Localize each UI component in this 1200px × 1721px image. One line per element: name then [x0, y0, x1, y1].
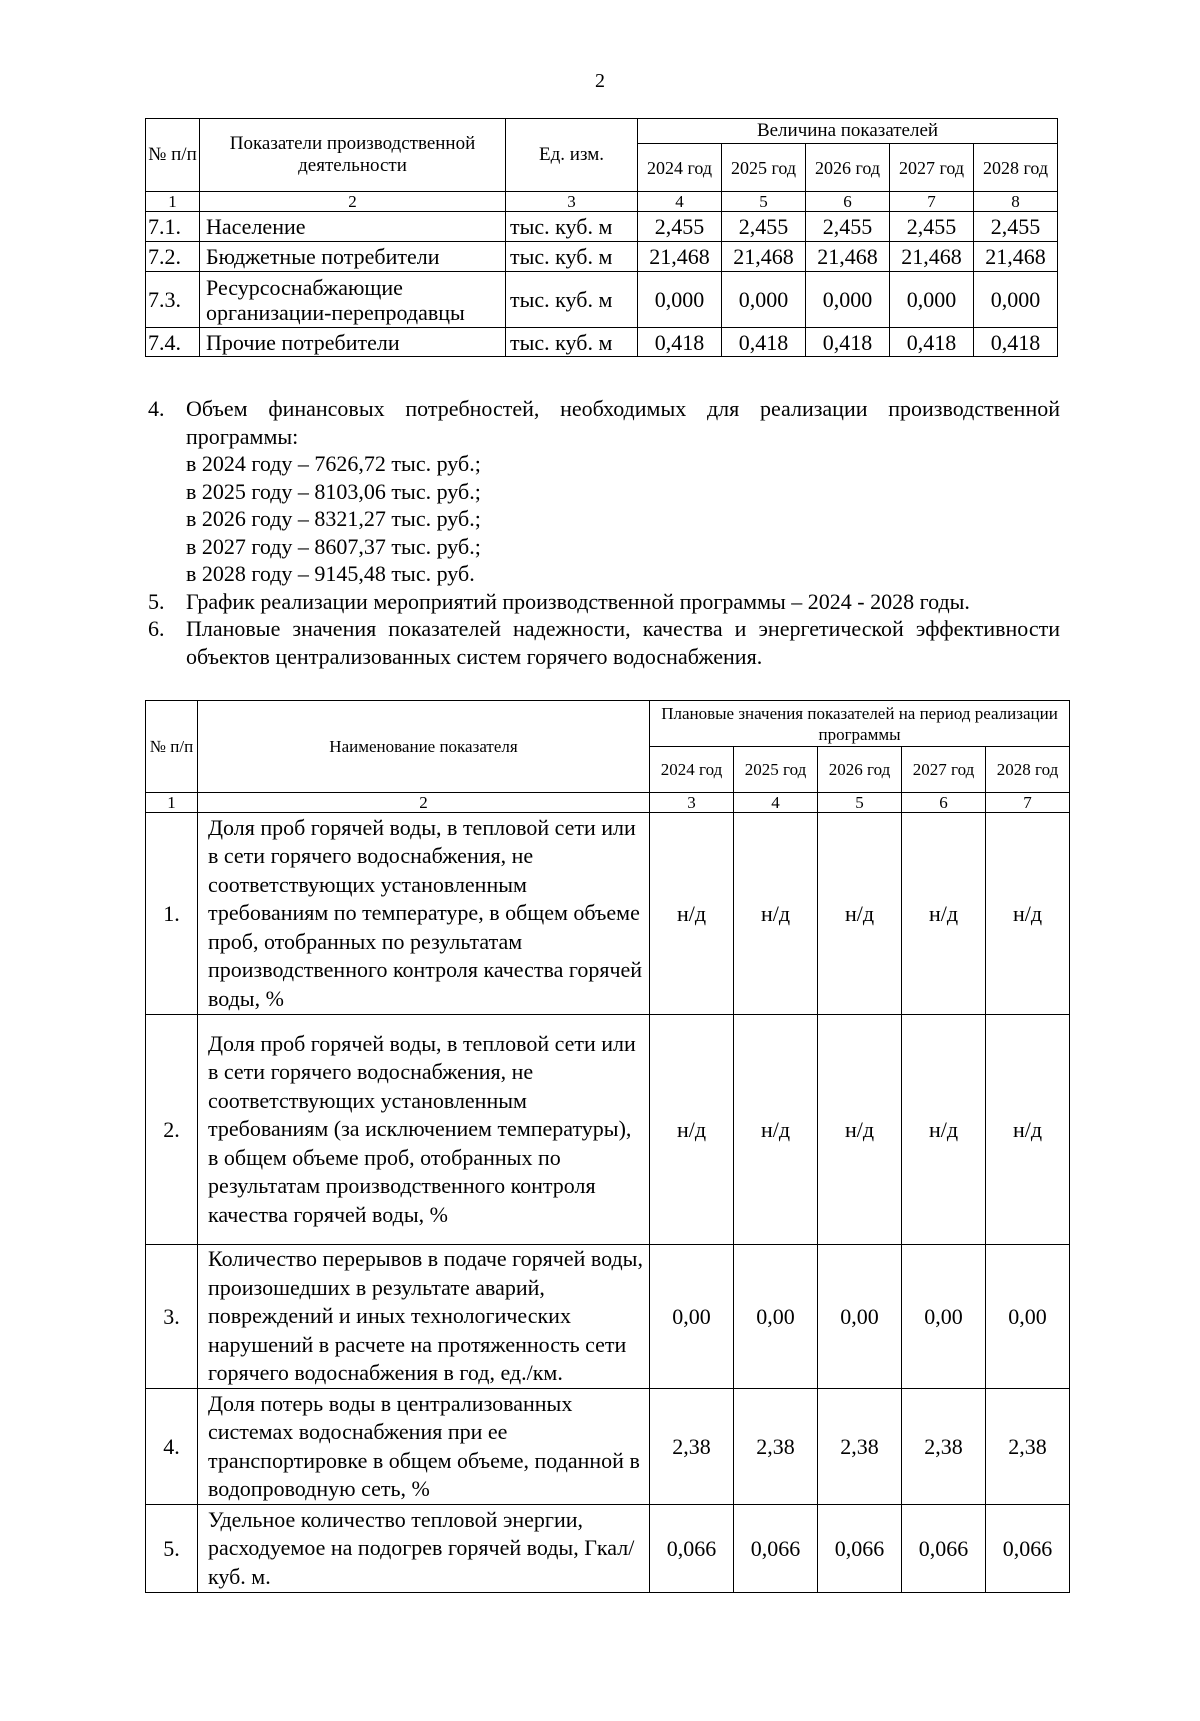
- row-name: Доля потерь воды в централизованных системах водоснабжения при ее транспортировке в общем объеме, поданной в водопроводную сеть, %: [198, 1389, 650, 1505]
- table-row: [146, 272, 1058, 328]
- row-value: 2,38: [902, 1389, 986, 1505]
- row-num: 7.2.: [146, 242, 200, 272]
- column-number: 1: [146, 192, 200, 212]
- header-year: 2027 год: [902, 747, 986, 793]
- row-value: 2,455: [638, 212, 722, 242]
- row-value: 0,066: [986, 1505, 1070, 1593]
- list-item-text: График реализации мероприятий производственной программы – 2024 - 2028 годы.: [186, 588, 970, 614]
- header-num: № п/п: [146, 701, 198, 793]
- list-item-5: [148, 588, 1060, 616]
- column-number: 5: [818, 793, 902, 813]
- header-values-group: Плановые значения показателей на период реализации программы: [650, 701, 1070, 747]
- row-value: 2,38: [986, 1389, 1070, 1505]
- list-item-6: [148, 615, 1060, 670]
- header-name: Наименование показателя: [198, 701, 650, 793]
- column-number: 6: [806, 192, 890, 212]
- finance-line-2028: в 2028 году – 9145,48 тыс. руб.: [186, 561, 475, 586]
- finance-line-2026: в 2026 году – 8321,27 тыс. руб.;: [186, 506, 481, 531]
- program-list: [148, 395, 1060, 670]
- column-number: 6: [902, 793, 986, 813]
- row-value: 2,455: [722, 212, 806, 242]
- row-num: 7.4.: [146, 328, 200, 357]
- row-value: 21,468: [974, 242, 1058, 272]
- table-row: [146, 1015, 1070, 1245]
- table-row: [146, 1389, 1070, 1505]
- header-year: 2026 год: [818, 747, 902, 793]
- row-value: 0,000: [974, 272, 1058, 328]
- column-number: 2: [198, 793, 650, 813]
- row-num: 2.: [146, 1015, 198, 1245]
- column-number: 7: [890, 192, 974, 212]
- row-name: Доля проб горячей воды, в тепловой сети или в сети горячего водоснабжения, не соответствующих установленным требованиям по температуре, в общем объеме проб, отобранных по результатам производственного контроля качества горячей воды, %: [198, 813, 650, 1015]
- row-value: 0,418: [722, 328, 806, 357]
- header-indicator: Показатели производственной деятельности: [200, 119, 506, 192]
- row-value: 0,00: [986, 1245, 1070, 1389]
- row-value: 0,00: [902, 1245, 986, 1389]
- row-value: 21,468: [722, 242, 806, 272]
- column-number: 2: [200, 192, 506, 212]
- production-indicators-table: [145, 118, 1058, 357]
- table-row: [146, 328, 1058, 357]
- row-unit: тыс. куб. м: [506, 328, 638, 357]
- column-number: 7: [986, 793, 1070, 813]
- list-marker: 4.: [148, 396, 165, 421]
- row-num: 3.: [146, 1245, 198, 1389]
- row-unit: тыс. куб. м: [506, 212, 638, 242]
- row-value: 0,000: [890, 272, 974, 328]
- column-number: 4: [734, 793, 818, 813]
- row-name: Удельное количество тепловой энергии, расходуемое на подогрев горячей воды, Гкал/куб. м.: [198, 1505, 650, 1593]
- reliability-indicators-table: [145, 700, 1070, 1593]
- row-value: н/д: [818, 1015, 902, 1245]
- row-name: Прочие потребители: [200, 328, 506, 357]
- finance-line-2027: в 2027 году – 8607,37 тыс. руб.;: [186, 533, 481, 559]
- row-name: Ресурсоснабжающие организации-перепродавцы: [200, 272, 506, 328]
- row-value: 2,455: [974, 212, 1058, 242]
- row-unit: тыс. куб. м: [506, 242, 638, 272]
- table-row: [146, 212, 1058, 242]
- column-number: 4: [638, 192, 722, 212]
- finance-line-2024: в 2024 году – 7626,72 тыс. руб.;: [186, 451, 481, 476]
- header-year: 2028 год: [986, 747, 1070, 793]
- header-year: 2024 год: [650, 747, 734, 793]
- page-number: 2: [595, 70, 605, 92]
- header-year: 2028 год: [974, 144, 1058, 192]
- row-num: 7.3.: [146, 272, 200, 328]
- row-num: 5.: [146, 1505, 198, 1593]
- row-num: 7.1.: [146, 212, 200, 242]
- list-marker: 5.: [148, 588, 165, 614]
- row-value: 0,000: [806, 272, 890, 328]
- row-value: н/д: [650, 1015, 734, 1245]
- row-value: 2,455: [806, 212, 890, 242]
- header-year: 2027 год: [890, 144, 974, 192]
- row-value: 21,468: [806, 242, 890, 272]
- column-number: 3: [650, 793, 734, 813]
- column-number: 8: [974, 192, 1058, 212]
- row-value: 2,38: [818, 1389, 902, 1505]
- row-value: 0,066: [734, 1505, 818, 1593]
- header-year: 2026 год: [806, 144, 890, 192]
- header-num: № п/п: [146, 119, 200, 192]
- row-value: 0,00: [818, 1245, 902, 1389]
- header-year: 2025 год: [734, 747, 818, 793]
- list-item-text: Плановые значения показателей надежности, качества и энергетической эффективности объектов централизованных систем горячего водоснабжения.: [186, 616, 1060, 669]
- row-num: 4.: [146, 1389, 198, 1505]
- header-year: 2024 год: [638, 144, 722, 192]
- finance-line-2025: в 2025 году – 8103,06 тыс. руб.;: [186, 478, 481, 504]
- row-value: н/д: [986, 813, 1070, 1015]
- column-number: 3: [506, 192, 638, 212]
- row-value: 21,468: [638, 242, 722, 272]
- row-name: Доля проб горячей воды, в тепловой сети или в сети горячего водоснабжения, не соответствующих установленным требованиям (за исключением температуры), в общем объеме проб, отобранных по результатам производственного контроля качества горячей воды, %: [198, 1015, 650, 1245]
- row-value: н/д: [650, 813, 734, 1015]
- table-row: [146, 1505, 1070, 1593]
- row-name: Количество перерывов в подаче горячей воды, произошедших в результате аварий, повреждений и иных технологических нарушений в расчете на протяженность сети горячего водоснабжения в год, ед./км.: [198, 1245, 650, 1389]
- list-item-4: [148, 395, 1060, 450]
- row-value: н/д: [986, 1015, 1070, 1245]
- row-name: Население: [200, 212, 506, 242]
- row-value: 0,000: [638, 272, 722, 328]
- header-year: 2025 год: [722, 144, 806, 192]
- row-value: 0,418: [974, 328, 1058, 357]
- row-value: н/д: [902, 1015, 986, 1245]
- row-value: 0,418: [638, 328, 722, 357]
- row-num: 1.: [146, 813, 198, 1015]
- row-value: 0,418: [890, 328, 974, 357]
- row-value: 2,38: [734, 1389, 818, 1505]
- header-unit: Ед. изм.: [506, 119, 638, 192]
- column-number: 1: [146, 793, 198, 813]
- row-value: 0,418: [806, 328, 890, 357]
- row-value: 0,00: [734, 1245, 818, 1389]
- row-value: 0,066: [818, 1505, 902, 1593]
- row-value: н/д: [734, 1015, 818, 1245]
- list-marker: 6.: [148, 616, 165, 641]
- row-value: 2,38: [650, 1389, 734, 1505]
- row-name: Бюджетные потребители: [200, 242, 506, 272]
- table-row: [146, 1245, 1070, 1389]
- row-value: 0,00: [650, 1245, 734, 1389]
- header-values-group: Величина показателей: [638, 119, 1058, 144]
- row-value: н/д: [818, 813, 902, 1015]
- table-row: [146, 242, 1058, 272]
- row-value: 0,000: [722, 272, 806, 328]
- row-value: н/д: [902, 813, 986, 1015]
- row-value: 21,468: [890, 242, 974, 272]
- row-value: 0,066: [650, 1505, 734, 1593]
- row-value: н/д: [734, 813, 818, 1015]
- table-row: [146, 813, 1070, 1015]
- row-unit: тыс. куб. м: [506, 272, 638, 328]
- row-value: 0,066: [902, 1505, 986, 1593]
- column-number: 5: [722, 192, 806, 212]
- row-value: 2,455: [890, 212, 974, 242]
- list-item-text: Объем финансовых потребностей, необходимых для реализации производственной программы:: [186, 396, 1060, 449]
